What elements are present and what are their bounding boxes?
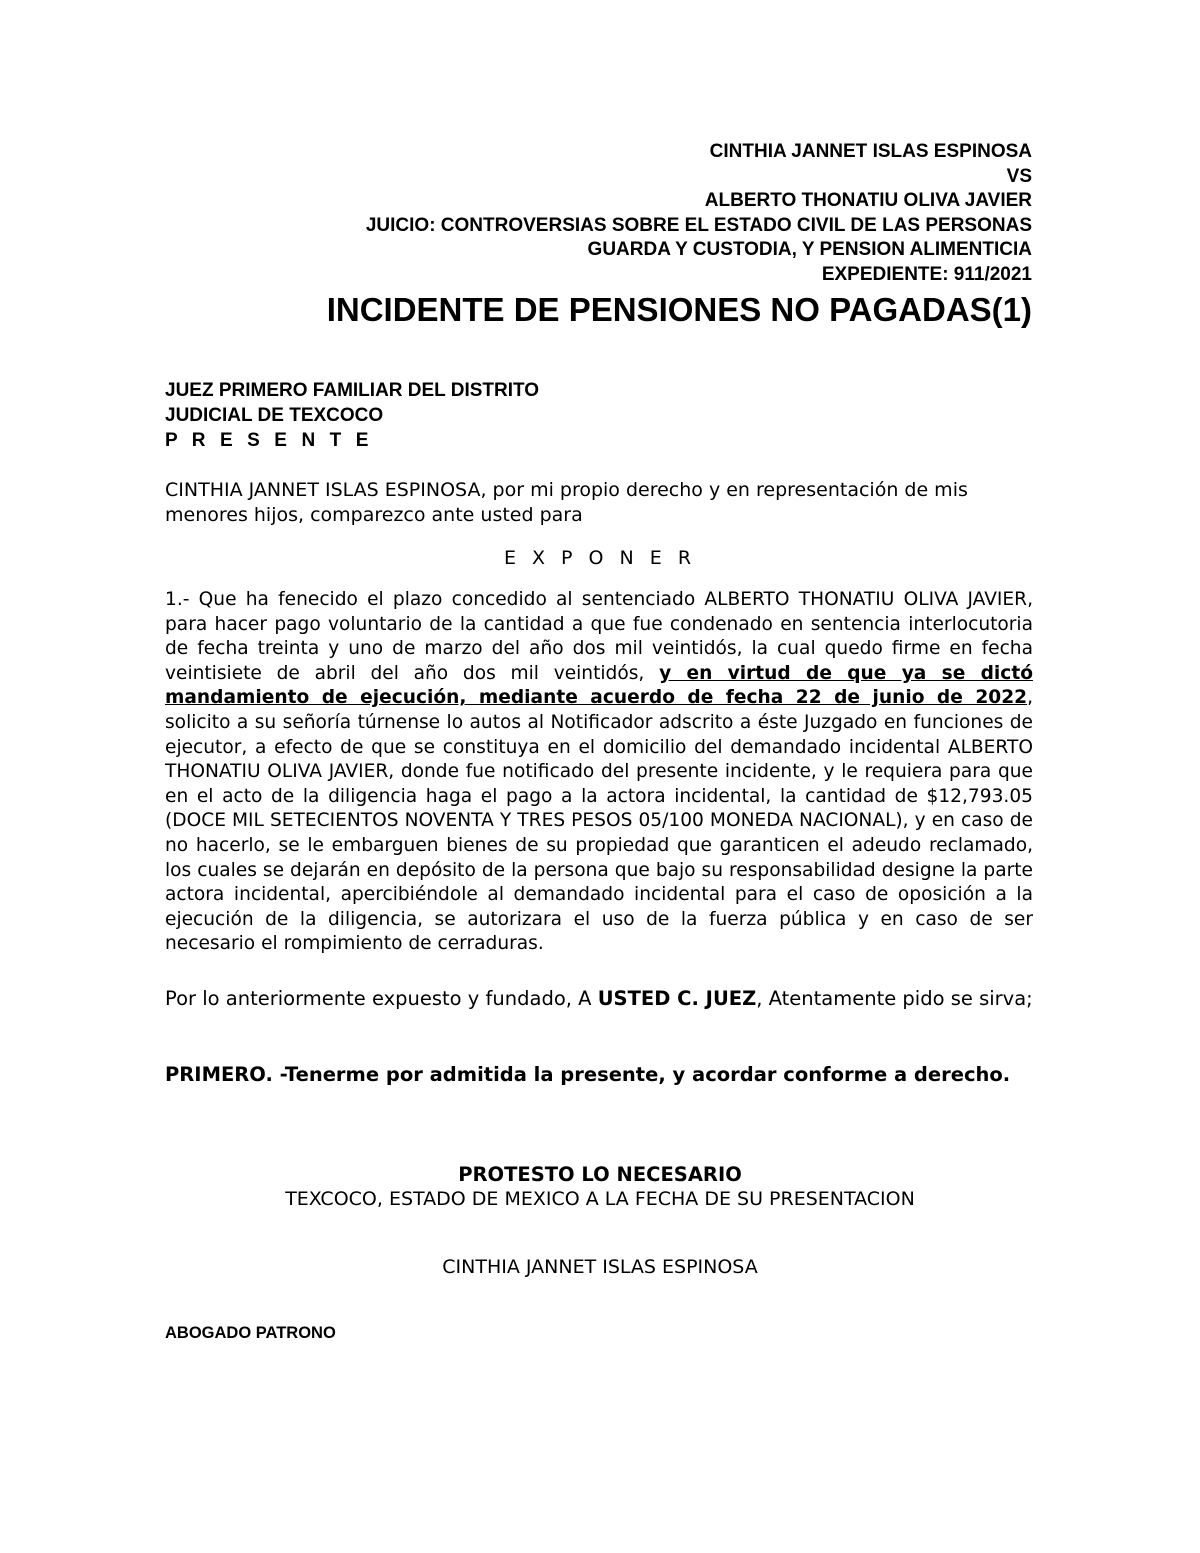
signature-name: CINTHIA JANNET ISLAS ESPINOSA xyxy=(442,1256,758,1278)
main-paragraph xyxy=(165,588,1033,957)
main-paragraph-emphasis: y en virtud de que ya se dictó mandamiento de ejecución, mediante acuerdo de fecha 22 de junio de 2022 xyxy=(165,662,1033,709)
header-defendant: ALBERTO THONATIU OLIVA JAVIER xyxy=(704,190,1032,212)
addressee-presente: P R E S E N T E xyxy=(165,430,374,451)
main-paragraph-part-2: , solicito a su señoría túrnense lo autos al Notificador adscrito a éste Juzgado en funciones de ejecutor, a efecto de que se constituya en el domicilio del demandado incidental ALBERTO THONATIU OLIVA JAVIER, donde fue notificado del presente incidente, y le requiera para que en el acto de la diligencia haga el pago a la actora incidental, la cantidad de $12,793.05 (DOCE MIL SETECIENTOS NOVENTA Y TRES PESOS 05/100 MONEDA NACIONAL), y en caso de no hacerlo, se le embarguen bienes de su propiedad que garanticen el adeudo reclamado, los cuales se dejarán en depósito de la persona que bajo su responsabilidad designe la parte actora incidental, apercibiéndole al demandado incidental para el caso de oposición a la ejecución de la diligencia, se autorizara el uso de la fuerza pública y en caso de ser necesario el rompimiento de cerraduras. xyxy=(165,687,1033,955)
main-paragraph-part-1: 1.- Que ha fenecido el plazo concedido al sentenciado ALBERTO THONATIU OLIVA JAVIER, para hacer pago voluntario de la cantidad a que fue condenado en sentencia interlocutoria de fecha treinta y uno de marzo del año dos mil veintidós, la cual quedo firme en fecha veintisiete de abril del año dos mil veintidós, xyxy=(165,589,1033,684)
abogado-patrono-label: ABOGADO PATRONO xyxy=(165,1324,336,1342)
header-trial-type: JUICIO: CONTROVERSIAS SOBRE EL ESTADO CIVIL DE LAS PERSONAS xyxy=(365,214,1032,236)
header-plaintiff: CINTHIA JANNET ISLAS ESPINOSA xyxy=(709,141,1032,162)
addressee-line-2: JUDICIAL DE TEXCOCO xyxy=(165,405,384,426)
protesto-heading: PROTESTO LO NECESARIO xyxy=(458,1163,742,1186)
place-and-date: TEXCOCO, ESTADO DE MEXICO A LA FECHA DE SU PRESENTACION xyxy=(285,1188,915,1210)
closing-paragraph xyxy=(165,986,1033,1011)
header-file-number: EXPEDIENTE: 911/2021 xyxy=(821,263,1032,285)
exponer-heading: E X P O N E R xyxy=(503,547,697,569)
addressee-line-1: JUEZ PRIMERO FAMILIAR DEL DISTRITO xyxy=(165,380,540,401)
document-title: INCIDENTE DE PENSIONES NO PAGADAS(1) xyxy=(326,291,1032,328)
closing-part-1: Por lo anteriormente expuesto y fundado, A xyxy=(165,987,598,1010)
header-trial-subject: GUARDA Y CUSTODIA, Y PENSION ALIMENTICIA xyxy=(587,239,1032,261)
case-header xyxy=(132,140,1032,288)
addressee-block xyxy=(165,378,765,453)
intro-paragraph: CINTHIA JANNET ISLAS ESPINOSA, por mi propio derecho y en representación de mis menores hijos, comparezco ante usted para xyxy=(165,479,968,526)
closing-strong: USTED C. JUEZ xyxy=(597,987,757,1010)
closing-part-2: , Atentamente pido se sirva; xyxy=(756,987,1033,1010)
header-versus: VS xyxy=(1006,165,1032,187)
petition-primero: PRIMERO. -Tenerme por admitida la presente, y acordar conforme a derecho. xyxy=(165,1063,1011,1086)
